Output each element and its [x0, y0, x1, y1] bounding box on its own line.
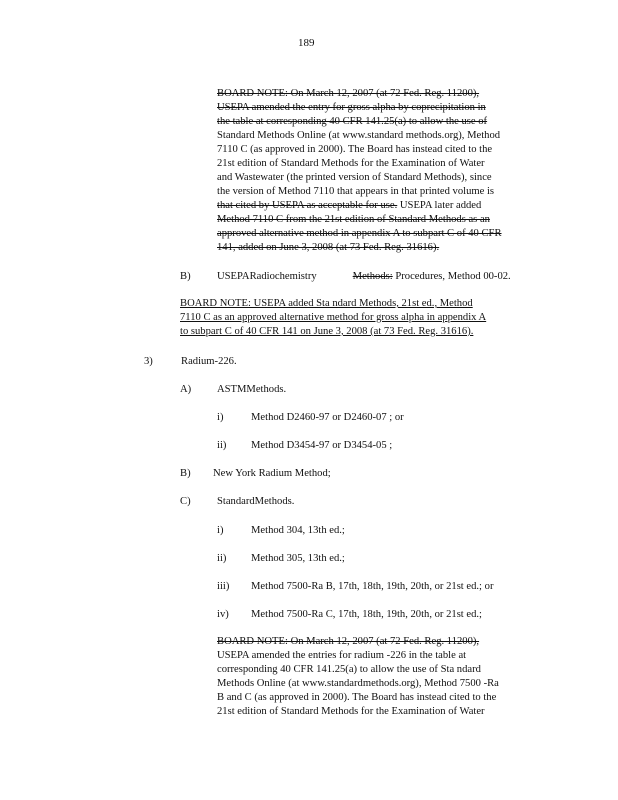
- note1-line: that cited by USEPA as acceptable for use. USEPA later added: [217, 200, 482, 211]
- item-c-text: StandardMethods.: [217, 496, 295, 507]
- note3-line: Methods Online (at www.standardmethods.org), Method 7500 -Ra: [217, 678, 499, 689]
- item-a-text: ASTMMethods.: [217, 384, 287, 395]
- item-b2-label: B): [180, 468, 191, 479]
- sub-item-label: iii): [217, 581, 230, 592]
- page-number: 189: [298, 37, 315, 49]
- sub-item-text: Method D2460-97 or D2460-07 ; or: [251, 412, 404, 423]
- sub-item-text: Method D3454-97 or D3454-05 ;: [251, 440, 393, 451]
- note1-line: 141, added on June 3, 2008 (at 73 Fed. Reg. 31616).: [217, 242, 440, 253]
- note3-line: BOARD NOTE: On March 12, 2007 (at 72 Fed. Reg. 11200),: [217, 636, 480, 647]
- note2-line: BOARD NOTE: USEPA added Sta ndard Methods, 21st ed., Method: [180, 298, 473, 309]
- sub-item-label: ii): [217, 440, 227, 451]
- item-text: USEPARadiochemistry Methods: Procedures, Method 00-02.: [217, 271, 511, 282]
- note3-line: corresponding 40 CFR 141.25(a) to allow the use of Sta ndard: [217, 664, 481, 675]
- item-a-label: A): [180, 384, 192, 395]
- sub-item-label: i): [217, 525, 224, 536]
- note1-line: 21st edition of Standard Methods for the Examination of Water: [217, 158, 485, 169]
- sub-item-text: Method 7500-Ra B, 17th, 18th, 19th, 20th, or 21st ed.; or: [251, 581, 494, 592]
- item-b2-text: New York Radium Method;: [213, 468, 331, 479]
- note1-line: 7110 C (as approved in 2000). The Board has instead cited to the: [217, 144, 493, 155]
- note3-line: USEPA amended the entries for radium -226 in the table at: [217, 650, 467, 661]
- sub-item-text: Method 304, 13th ed.;: [251, 525, 345, 536]
- note1-line: Standard Methods Online (at www.standard methods.org), Method: [217, 130, 501, 141]
- note1-line: BOARD NOTE: On March 12, 2007 (at 72 Fed. Reg. 11200),: [217, 88, 480, 99]
- note1-line: and Wastewater (the printed version of Standard Methods), since: [217, 172, 492, 183]
- sub-item-text: Method 7500-Ra C, 17th, 18th, 19th, 20th, or 21st ed.;: [251, 609, 482, 620]
- sub-item-text: Method 305, 13th ed.;: [251, 553, 345, 564]
- item-3-label: 3): [144, 356, 153, 367]
- note3-line: 21st edition of Standard Methods for the Examination of Water: [217, 706, 485, 717]
- sub-item-label: i): [217, 412, 224, 423]
- note1-line: the version of Method 7110 that appears in that printed volume is: [217, 186, 495, 197]
- item-label: B): [180, 271, 191, 282]
- note1-line: USEPA amended the entry for gross alpha by coprecipitation in: [217, 102, 486, 113]
- note2-line: 7110 C as an approved alternative method for gross alpha in appendix A: [180, 312, 487, 323]
- note1-line: the table at corresponding 40 CFR 141.25(a) to allow the use of: [217, 116, 488, 127]
- note2-line: to subpart C of 40 CFR 141 on June 3, 2008 (at 73 Fed. Reg. 31616).: [180, 326, 474, 337]
- item-3-text: Radium-226.: [181, 356, 237, 367]
- note1-line: Method 7110 C from the 21st edition of Standard Methods as an: [217, 214, 490, 225]
- sub-item-label: iv): [217, 609, 229, 620]
- note1-line: approved alternative method in appendix A to subpart C of 40 CFR: [217, 228, 502, 239]
- sub-item-label: ii): [217, 553, 227, 564]
- item-c-label: C): [180, 496, 191, 507]
- note3-line: B and C (as approved in 2000). The Board has instead cited to the: [217, 692, 497, 703]
